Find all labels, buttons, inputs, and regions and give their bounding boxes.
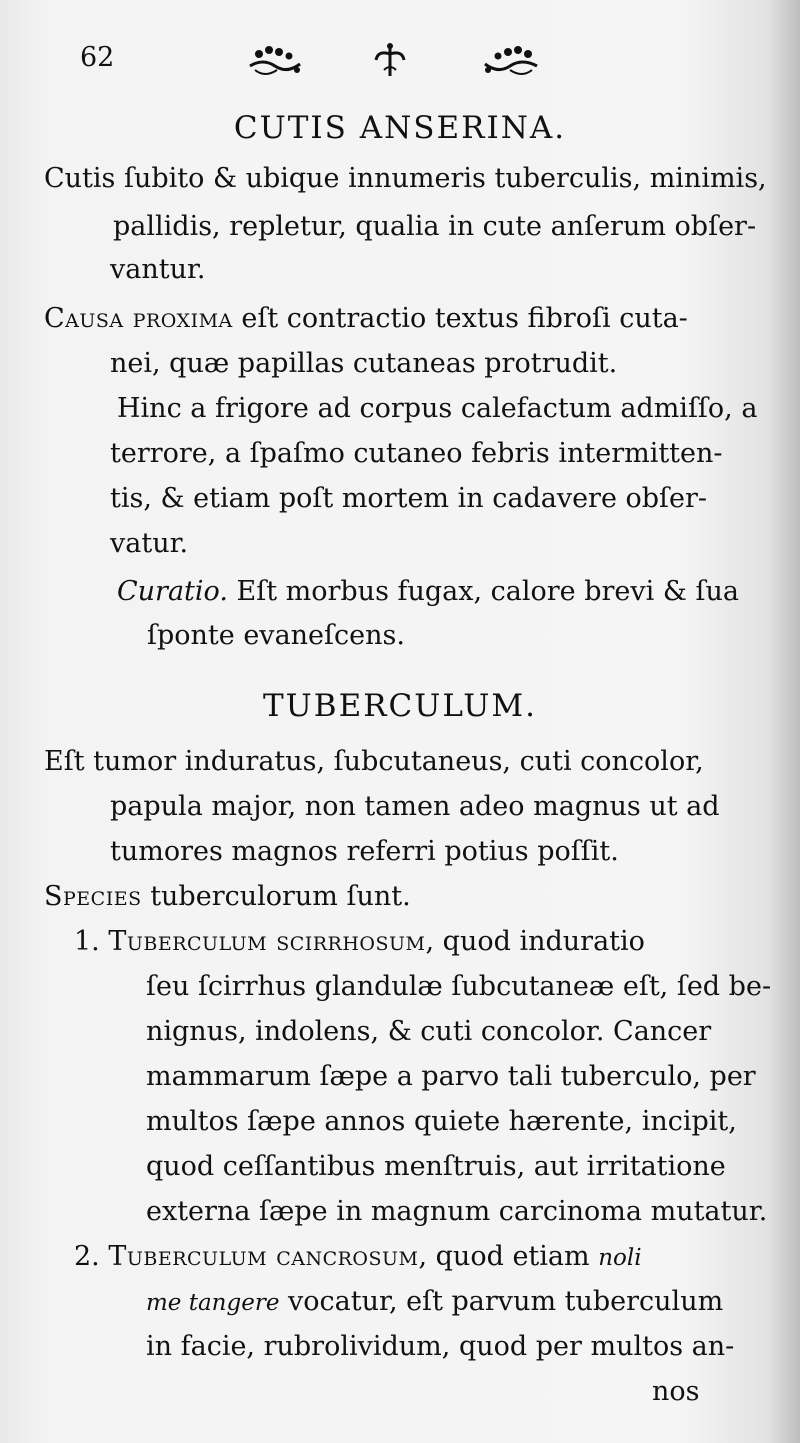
floral-ornament-icon	[245, 40, 305, 80]
text-line: nignus, indolens, & cuti concolor. Cancer	[146, 1016, 712, 1047]
species-text: tuberculorum ſunt.	[150, 881, 411, 912]
page-header	[80, 40, 700, 90]
catchword: nos	[652, 1376, 700, 1407]
curatio-text: Eſt morbus fugax, calore brevi & ſua	[236, 576, 739, 607]
text-line: tis, & etiam poſt mortem in cadavere obſer-	[110, 483, 708, 514]
text-line	[146, 1288, 723, 1315]
text-line: ſeu ſcirrhus glandulæ ſubcutaneæ eſt, ſed be-	[146, 971, 772, 1002]
item-text: , quod induratio	[425, 926, 645, 957]
list-item-1	[74, 928, 645, 955]
species-label: Species	[44, 881, 142, 912]
sprig-ornament-icon	[370, 40, 410, 80]
species-paragraph	[44, 883, 411, 910]
text-line: vantur.	[110, 254, 206, 285]
list-item-2	[74, 1243, 642, 1270]
text-line: tumores magnos referri potius poſſit.	[110, 836, 619, 867]
text-line: terrore, a ſpaſmo cutaneo febris intermitten-	[110, 438, 723, 469]
section-title-cutis-anserina: CUTIS ANSERINA.	[233, 110, 567, 146]
list-number: 2.	[74, 1241, 100, 1272]
curatio-label: Curatio.	[117, 576, 228, 607]
causa-label: Causa proxima	[44, 303, 233, 334]
causa-paragraph	[44, 305, 688, 332]
text-line: in facie, rubrolividum, quod per multos an-	[146, 1331, 735, 1362]
curatio-paragraph	[117, 578, 739, 605]
italic-term: noli	[598, 1245, 642, 1271]
text-line: multos ſæpe annos quiete hærente, incipit,	[146, 1106, 737, 1137]
text-line: quod ceſſantibus menſtruis, aut irritatione	[146, 1151, 726, 1182]
section-title-tuberculum: TUBERCULUM.	[262, 688, 537, 724]
text-line: pallidis, repletur, qualia in cute anſerum obſer-	[113, 211, 757, 242]
italic-term: me tangere	[146, 1290, 280, 1316]
list-number: 1.	[74, 926, 100, 957]
text-line: externa ſæpe in magnum carcinoma mutatur.	[146, 1196, 768, 1227]
text-line: ſponte evaneſcens.	[147, 620, 405, 651]
item-label: Tuberculum cancrosum	[108, 1241, 419, 1272]
floral-ornament-icon	[480, 40, 542, 80]
item-label: Tuberculum scirrhosum	[108, 926, 426, 957]
text-line: nei, quæ papillas cutaneas protrudit.	[110, 348, 618, 379]
text-line: Cutis ſubito & ubique innumeris tuberculis, minimis,	[44, 163, 767, 194]
text-line: papula major, non tamen adeo magnus ut ad	[110, 791, 720, 822]
item-text: , quod etiam	[418, 1241, 590, 1272]
text-line: Eſt tumor induratus, ſubcutaneus, cuti concolor,	[44, 746, 704, 777]
page-number: 62	[80, 42, 115, 73]
text-line: mammarum ſæpe a parvo tali tuberculo, per	[146, 1061, 756, 1092]
text-line: Hinc a frigore ad corpus calefactum admiſſo, a	[117, 393, 758, 424]
text-line: vatur.	[110, 528, 189, 559]
item-text: vocatur, eſt parvum tuberculum	[288, 1286, 724, 1317]
causa-text: eſt contractio textus fibroſi cuta-	[241, 303, 688, 334]
